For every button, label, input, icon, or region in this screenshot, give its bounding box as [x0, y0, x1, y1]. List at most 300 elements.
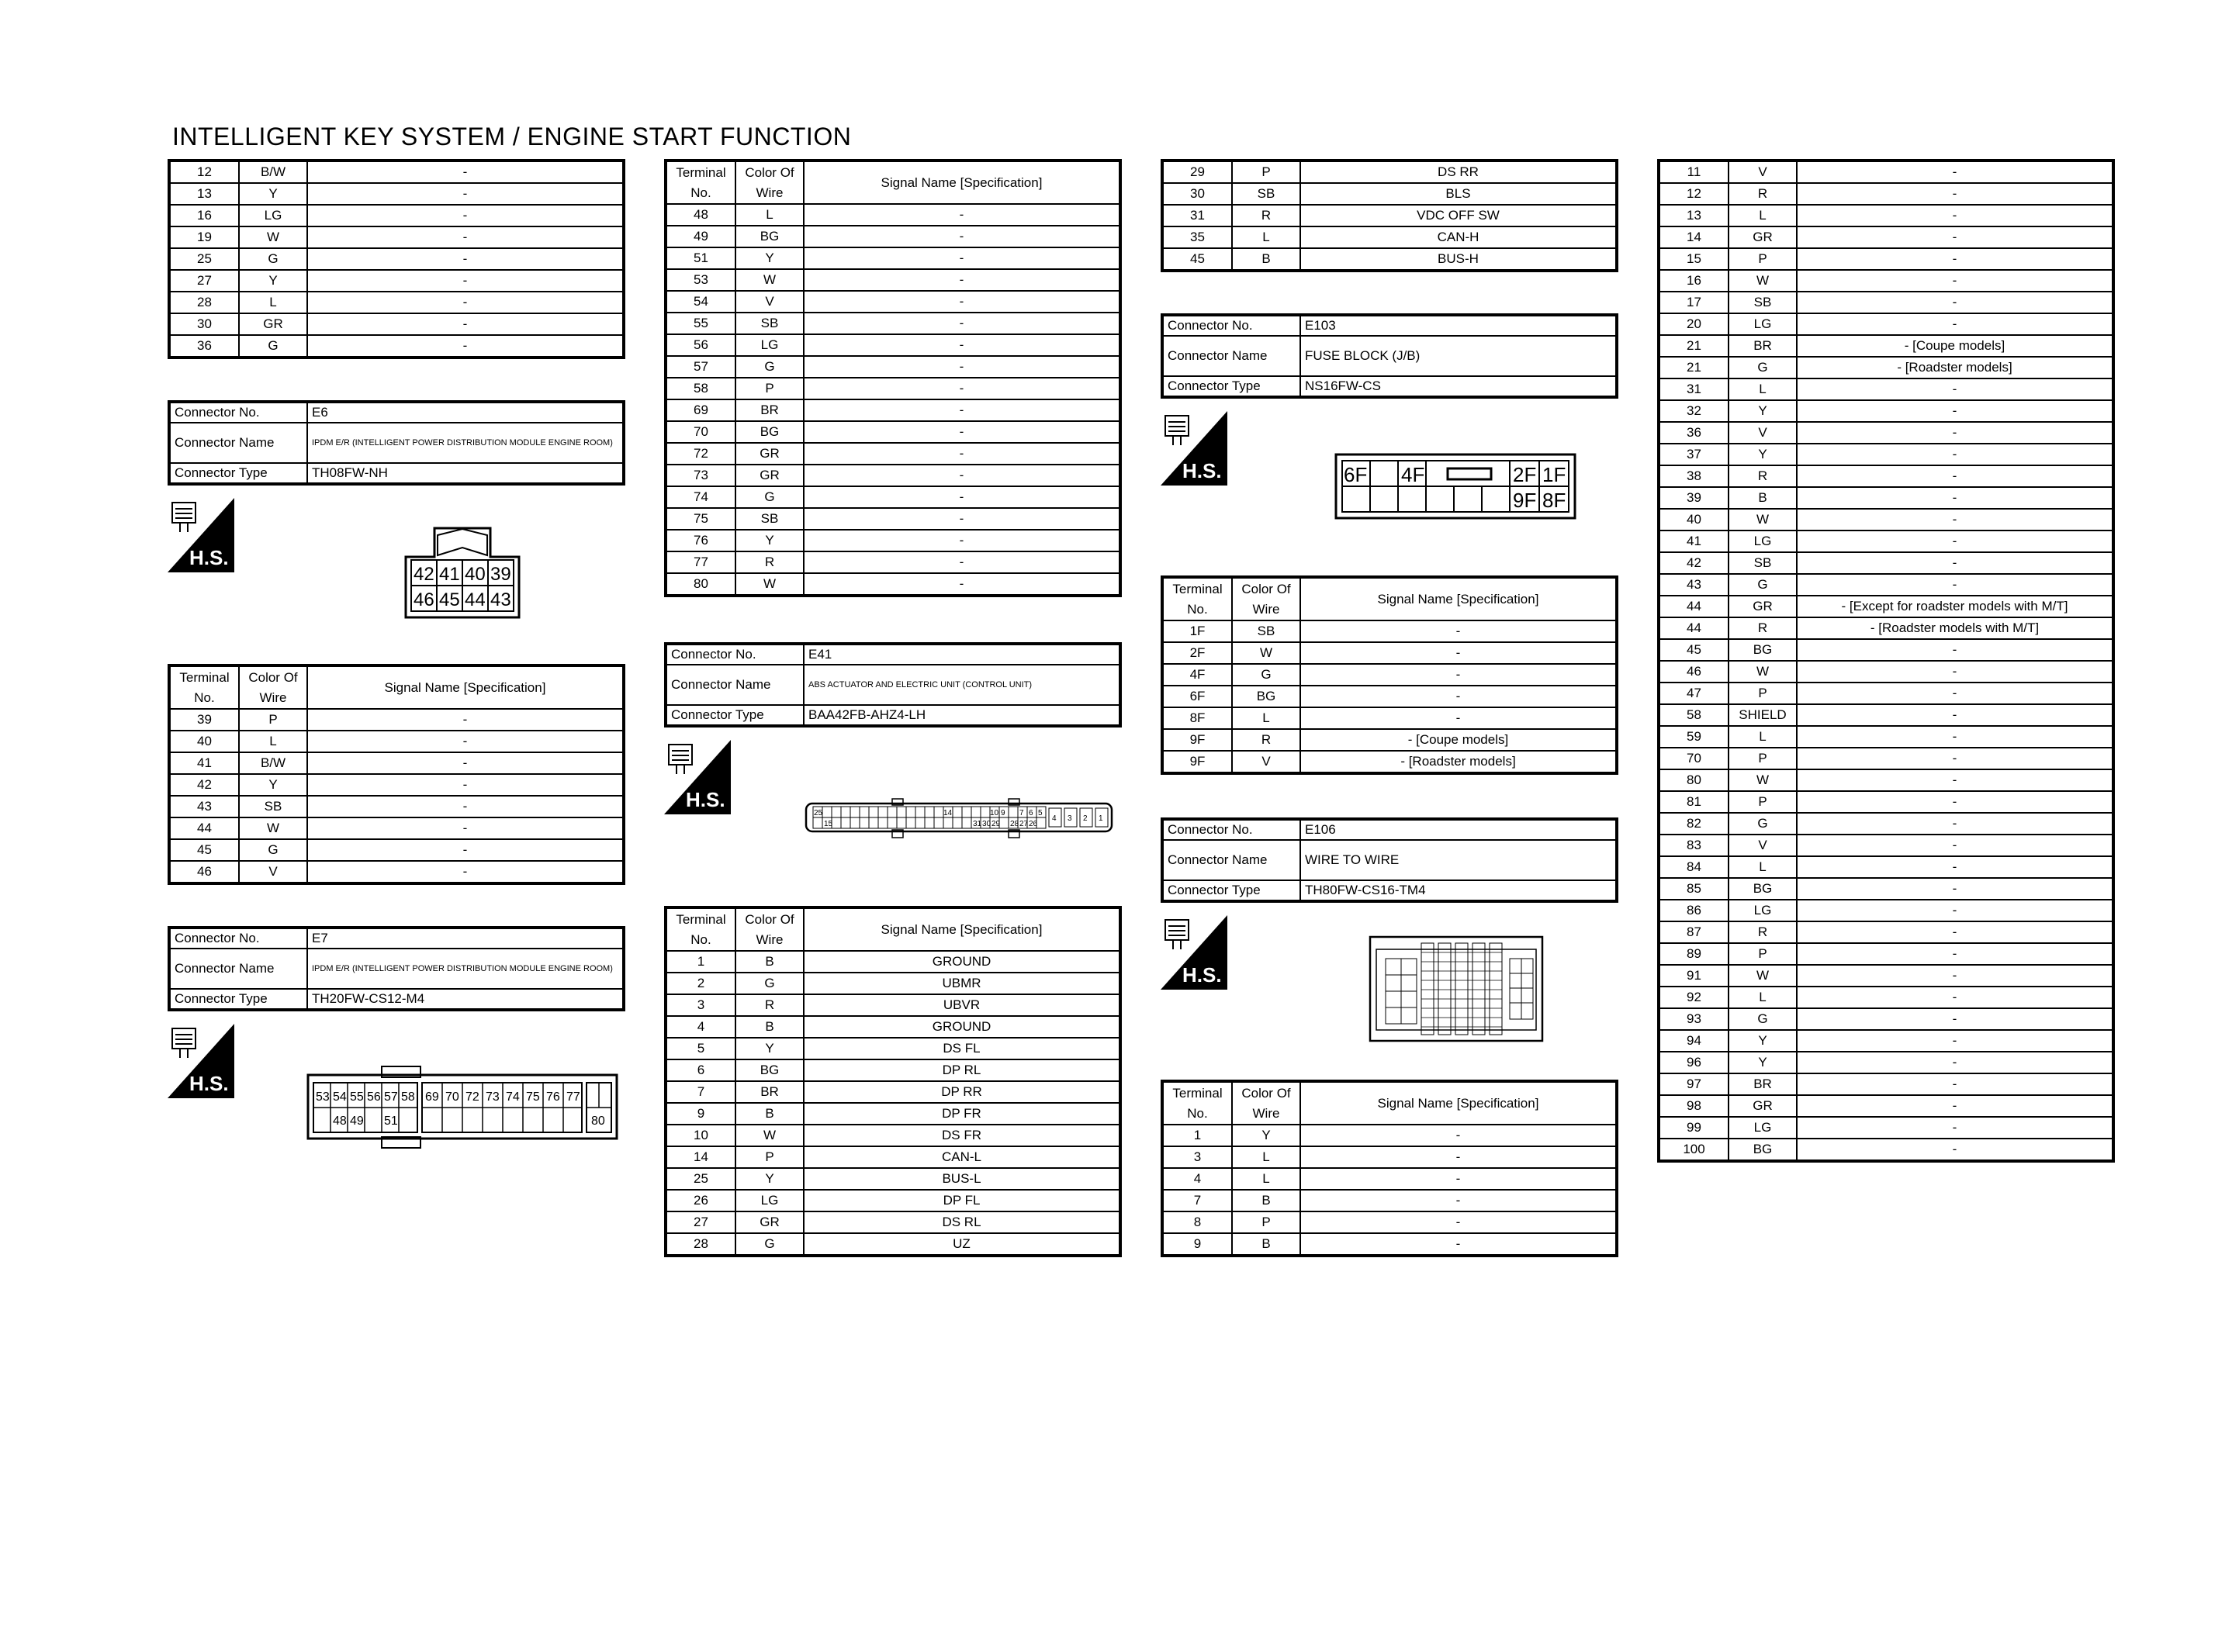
- wire-color-cell: W: [1729, 661, 1797, 683]
- terminal-cell: 2F: [1162, 642, 1232, 664]
- table-row: [1659, 422, 2113, 444]
- wire-color-cell: BG: [735, 1059, 804, 1081]
- pin-label: 46: [414, 589, 434, 610]
- e6-signal-table: [168, 664, 625, 885]
- terminal-cell: 86: [1659, 900, 1729, 921]
- pin-label: 48: [333, 1115, 347, 1128]
- terminal-cell: 25: [169, 248, 239, 270]
- table-row: [1162, 248, 1617, 271]
- wire-color-cell: Y: [1729, 1030, 1797, 1052]
- terminal-cell: 43: [169, 796, 239, 817]
- connector-type-value: TH08FW-NH: [307, 463, 624, 484]
- wire-color-cell: G: [1232, 664, 1300, 686]
- pin-label: 10: [990, 809, 999, 817]
- table-row: [1659, 596, 2113, 617]
- wire-color-cell: GR: [735, 443, 804, 465]
- terminal-cell: 16: [1659, 270, 1729, 292]
- table-row: [666, 443, 1120, 465]
- signal-header: Signal Name [Specification]: [307, 665, 624, 709]
- wire-color-cell: W: [735, 269, 804, 291]
- table-row: [1162, 664, 1617, 686]
- signal-name-cell: - [Roadster models]: [1300, 751, 1617, 773]
- table-row: [1162, 1190, 1617, 1211]
- wire-color-cell: L: [1232, 1146, 1300, 1168]
- signal-name-cell: -: [1797, 574, 2113, 596]
- wire-color-cell: P: [735, 378, 804, 399]
- table-row: [169, 183, 624, 205]
- terminal-cell: 30: [169, 313, 239, 335]
- wire-color-cell: P: [1232, 1211, 1300, 1233]
- table-row: [1659, 987, 2113, 1008]
- table-row: [1659, 313, 2113, 335]
- signal-name-cell: -: [307, 313, 624, 335]
- terminal-cell: 4: [666, 1016, 735, 1038]
- e106-connector-diagram: [1367, 934, 1545, 1044]
- terminal-cell: 82: [1659, 813, 1729, 835]
- table-row: [1659, 1030, 2113, 1052]
- wire-color-cell: B: [735, 951, 804, 973]
- connector-type-label: Connector Type: [169, 989, 307, 1010]
- wire-color-cell: SHIELD: [1729, 704, 1797, 726]
- signal-name-cell: -: [1797, 1139, 2113, 1161]
- wire-color-cell: GR: [239, 313, 307, 335]
- table-row: [666, 1146, 1120, 1168]
- table-row: [169, 709, 624, 731]
- e103-info: [1161, 313, 1618, 399]
- wire-color-cell: BG: [1232, 686, 1300, 707]
- terminal-cell: 20: [1659, 313, 1729, 335]
- terminal-cell: 45: [1659, 639, 1729, 661]
- connector-type-label: Connector Type: [666, 705, 804, 726]
- terminal-cell: 1F: [1162, 620, 1232, 642]
- signal-name-cell: -: [1300, 642, 1617, 664]
- terminal-cell: 14: [1659, 226, 1729, 248]
- signal-name-cell: GROUND: [804, 951, 1120, 973]
- wire-color-cell: G: [239, 248, 307, 270]
- signal-name-cell: UBVR: [804, 994, 1120, 1016]
- table-row: [1162, 1146, 1617, 1168]
- hs-label: H.S.: [189, 1072, 229, 1095]
- table-row: [666, 421, 1120, 443]
- terminal-cell: 75: [666, 508, 735, 530]
- terminal-cell: 36: [169, 335, 239, 358]
- wire-color-cell: R: [1729, 921, 1797, 943]
- terminal-header: Terminal No.: [666, 907, 735, 951]
- signal-name-cell: -: [1797, 726, 2113, 748]
- table-row: [666, 551, 1120, 573]
- connector-no-value: E6: [307, 402, 624, 423]
- signal-name-cell: -: [1797, 292, 2113, 313]
- connector-name-value: IPDM E/R (INTELLIGENT POWER DISTRIBUTION MODULE ENGINE ROOM): [307, 423, 624, 463]
- table-row: [666, 1190, 1120, 1211]
- terminal-cell: 45: [169, 839, 239, 861]
- signal-name-cell: -: [307, 861, 624, 883]
- table-row: [1659, 704, 2113, 726]
- terminal-cell: 11: [1659, 161, 1729, 183]
- pin-label: 73: [486, 1090, 500, 1104]
- signal-name-cell: -: [307, 335, 624, 358]
- terminal-cell: 56: [666, 334, 735, 356]
- pin-label: 2F: [1513, 463, 1537, 486]
- terminal-cell: 13: [1659, 205, 1729, 226]
- wire-color-cell: R: [1729, 465, 1797, 487]
- wire-color-cell: G: [1729, 357, 1797, 378]
- wire-color-cell: W: [1729, 509, 1797, 531]
- wire-color-cell: B/W: [239, 161, 307, 183]
- table-row: [1162, 751, 1617, 773]
- signal-name-cell: -: [804, 486, 1120, 508]
- e106-info: [1161, 817, 1618, 903]
- e7-connector-diagram: [306, 1064, 619, 1149]
- table-row: [666, 269, 1120, 291]
- terminal-cell: 40: [169, 731, 239, 752]
- terminal-cell: 8: [1162, 1211, 1232, 1233]
- signal-name-cell: -: [804, 204, 1120, 226]
- pin-label: 27: [1019, 820, 1029, 828]
- hs-label: H.S.: [189, 546, 229, 569]
- signal-name-cell: VDC OFF SW: [1300, 205, 1617, 226]
- table-row: [1659, 1117, 2113, 1139]
- signal-name-cell: -: [1797, 531, 2113, 552]
- terminal-cell: 10: [666, 1125, 735, 1146]
- table-row: [666, 1168, 1120, 1190]
- signal-name-cell: DP RL: [804, 1059, 1120, 1081]
- table-row: [169, 817, 624, 839]
- wire-color-cell: Y: [735, 1038, 804, 1059]
- terminal-cell: 59: [1659, 726, 1729, 748]
- table-row: [666, 1103, 1120, 1125]
- col2-top-table: [664, 159, 1122, 597]
- color-header: Color Of Wire: [735, 161, 804, 204]
- table-row: [1659, 878, 2113, 900]
- hs-harness-icon: [168, 498, 234, 572]
- table-row: [1659, 639, 2113, 661]
- terminal-cell: 21: [1659, 357, 1729, 378]
- connector-no-label: Connector No.: [1162, 819, 1300, 840]
- wire-color-cell: BG: [735, 226, 804, 247]
- wire-color-cell: L: [1232, 707, 1300, 729]
- terminal-cell: 77: [666, 551, 735, 573]
- wire-color-cell: W: [239, 817, 307, 839]
- signal-name-cell: -: [804, 226, 1120, 247]
- table-row: [1162, 686, 1617, 707]
- signal-name-cell: -: [1797, 313, 2113, 335]
- table-row: [666, 291, 1120, 313]
- wire-color-cell: P: [1729, 683, 1797, 704]
- terminal-header: Terminal No.: [1162, 1081, 1232, 1125]
- signal-name-cell: -: [1300, 1146, 1617, 1168]
- hs-harness-icon: [1161, 915, 1227, 990]
- wire-color-cell: Y: [239, 270, 307, 292]
- signal-name-cell: -: [804, 247, 1120, 269]
- terminal-cell: 98: [1659, 1095, 1729, 1117]
- wire-color-cell: SB: [239, 796, 307, 817]
- signal-name-cell: -: [1797, 987, 2113, 1008]
- signal-name-cell: -: [1300, 1190, 1617, 1211]
- wire-color-cell: SB: [735, 313, 804, 334]
- table-row: [1162, 729, 1617, 751]
- signal-name-cell: -: [804, 530, 1120, 551]
- signal-name-cell: -: [1797, 422, 2113, 444]
- wire-color-cell: G: [239, 335, 307, 358]
- signal-name-cell: -: [1797, 791, 2113, 813]
- signal-name-cell: UBMR: [804, 973, 1120, 994]
- terminal-cell: 12: [1659, 183, 1729, 205]
- table-row: [666, 486, 1120, 508]
- terminal-cell: 21: [1659, 335, 1729, 357]
- wire-color-cell: Y: [735, 530, 804, 551]
- signal-name-cell: -: [307, 817, 624, 839]
- wire-color-cell: G: [239, 839, 307, 861]
- signal-name-cell: - [Coupe models]: [1300, 729, 1617, 751]
- connector-no-value: E7: [307, 928, 624, 949]
- wire-color-cell: L: [239, 292, 307, 313]
- table-row: [169, 226, 624, 248]
- connector-name-label: Connector Name: [666, 665, 804, 705]
- pin-label: 9: [1001, 809, 1005, 817]
- table-row: [1659, 357, 2113, 378]
- connector-name-value: ABS ACTUATOR AND ELECTRIC UNIT (CONTROL UNIT): [804, 665, 1120, 705]
- hs-harness-icon: [168, 1024, 234, 1098]
- e41-signal-table: [664, 906, 1122, 1257]
- terminal-cell: 100: [1659, 1139, 1729, 1161]
- signal-name-cell: -: [1797, 769, 2113, 791]
- signal-name-cell: -: [1797, 205, 2113, 226]
- wire-color-cell: L: [239, 731, 307, 752]
- pin-label: 5: [1038, 809, 1043, 817]
- terminal-cell: 3: [666, 994, 735, 1016]
- col1-top-table: [168, 159, 625, 359]
- table-row: [1162, 707, 1617, 729]
- wire-color-cell: GR: [1729, 596, 1797, 617]
- table-row: [1162, 1233, 1617, 1256]
- terminal-cell: 27: [169, 270, 239, 292]
- signal-name-cell: -: [804, 313, 1120, 334]
- terminal-cell: 25: [666, 1168, 735, 1190]
- connector-name-label: Connector Name: [1162, 840, 1300, 880]
- signal-name-cell: -: [307, 292, 624, 313]
- wire-color-cell: W: [1729, 769, 1797, 791]
- terminal-cell: 55: [666, 313, 735, 334]
- signal-name-cell: -: [1797, 1073, 2113, 1095]
- wire-color-cell: W: [735, 1125, 804, 1146]
- signal-name-cell: -: [307, 796, 624, 817]
- signal-name-cell: -: [1797, 248, 2113, 270]
- pin-label: 51: [384, 1115, 398, 1128]
- connector-name-value: FUSE BLOCK (J/B): [1300, 336, 1617, 376]
- pin-label: 80: [591, 1115, 605, 1128]
- table-row: [1659, 205, 2113, 226]
- wire-color-cell: V: [1232, 751, 1300, 773]
- table-row: [1659, 465, 2113, 487]
- table-row: [1659, 270, 2113, 292]
- pin-label: 69: [425, 1090, 439, 1104]
- table-row: [169, 248, 624, 270]
- table-row: [666, 1233, 1120, 1256]
- wire-color-cell: L: [1729, 726, 1797, 748]
- signal-name-cell: DS RL: [804, 1211, 1120, 1233]
- terminal-cell: 92: [1659, 987, 1729, 1008]
- signal-name-cell: -: [804, 291, 1120, 313]
- terminal-cell: 39: [169, 709, 239, 731]
- terminal-cell: 76: [666, 530, 735, 551]
- wire-color-cell: LG: [1729, 531, 1797, 552]
- signal-name-cell: -: [1797, 465, 2113, 487]
- terminal-cell: 48: [666, 204, 735, 226]
- table-row: [169, 796, 624, 817]
- table-row: [1659, 444, 2113, 465]
- pin-label: 6F: [1344, 463, 1368, 486]
- table-row: [1659, 552, 2113, 574]
- wire-color-cell: B: [1232, 248, 1300, 271]
- terminal-cell: 1: [666, 951, 735, 973]
- table-row: [1659, 769, 2113, 791]
- wire-color-cell: R: [1729, 617, 1797, 639]
- e6-connector-diagram: [403, 526, 521, 620]
- table-row: [666, 378, 1120, 399]
- pin-label: 45: [439, 589, 460, 610]
- signal-name-cell: -: [804, 551, 1120, 573]
- terminal-cell: 9: [1162, 1233, 1232, 1256]
- wire-color-cell: B: [1729, 487, 1797, 509]
- pin-label: 49: [350, 1115, 364, 1128]
- wire-color-cell: L: [1729, 987, 1797, 1008]
- table-row: [1659, 335, 2113, 357]
- wire-color-cell: B/W: [239, 752, 307, 774]
- signal-name-cell: DP RR: [804, 1081, 1120, 1103]
- signal-name-cell: -: [1300, 707, 1617, 729]
- signal-name-cell: -: [1300, 664, 1617, 686]
- terminal-cell: 94: [1659, 1030, 1729, 1052]
- table-row: [1659, 661, 2113, 683]
- wire-color-cell: Y: [735, 247, 804, 269]
- table-row: [1162, 183, 1617, 205]
- pin-label: 8F: [1542, 489, 1566, 512]
- signal-name-cell: -: [1797, 704, 2113, 726]
- terminal-cell: 43: [1659, 574, 1729, 596]
- wire-color-cell: LG: [1729, 900, 1797, 921]
- table-row: [666, 226, 1120, 247]
- pin-label: 40: [465, 564, 486, 585]
- wire-color-cell: P: [1729, 748, 1797, 769]
- wire-color-cell: L: [1729, 378, 1797, 400]
- terminal-cell: 4F: [1162, 664, 1232, 686]
- wire-color-cell: V: [1729, 422, 1797, 444]
- wire-color-cell: B: [1232, 1233, 1300, 1256]
- table-row: [666, 508, 1120, 530]
- terminal-cell: 70: [666, 421, 735, 443]
- terminal-cell: 99: [1659, 1117, 1729, 1139]
- terminal-cell: 80: [666, 573, 735, 596]
- signal-name-cell: BUS-L: [804, 1168, 1120, 1190]
- signal-name-cell: -: [1797, 683, 2113, 704]
- signal-name-cell: -: [1797, 552, 2113, 574]
- table-row: [666, 247, 1120, 269]
- signal-name-cell: -: [804, 421, 1120, 443]
- table-row: [1659, 617, 2113, 639]
- terminal-cell: 58: [1659, 704, 1729, 726]
- table-row: [1659, 683, 2113, 704]
- pin-label: 72: [465, 1090, 479, 1104]
- wire-color-cell: P: [1729, 248, 1797, 270]
- table-row: [666, 1125, 1120, 1146]
- terminal-cell: 9: [666, 1103, 735, 1125]
- pin-label: 76: [546, 1090, 560, 1104]
- signal-name-cell: DS RR: [1300, 161, 1617, 183]
- terminal-cell: 46: [1659, 661, 1729, 683]
- table-row: [666, 356, 1120, 378]
- pin-label: 28: [1010, 820, 1019, 828]
- table-row: [1659, 1052, 2113, 1073]
- terminal-cell: 28: [169, 292, 239, 313]
- wire-color-cell: LG: [1729, 313, 1797, 335]
- wire-color-cell: BG: [1729, 1139, 1797, 1161]
- table-row: [1659, 400, 2113, 422]
- signal-name-cell: - [Roadster models with M/T]: [1797, 617, 2113, 639]
- signal-header: Signal Name [Specification]: [1300, 577, 1617, 620]
- terminal-cell: 96: [1659, 1052, 1729, 1073]
- terminal-cell: 42: [169, 774, 239, 796]
- terminal-cell: 29: [1162, 161, 1232, 183]
- terminal-cell: 72: [666, 443, 735, 465]
- e103-connector-diagram: [1334, 453, 1576, 520]
- signal-name-cell: BUS-H: [1300, 248, 1617, 271]
- pin-label: 57: [384, 1090, 398, 1104]
- signal-name-cell: GROUND: [804, 1016, 1120, 1038]
- table-row: [666, 204, 1120, 226]
- signal-name-cell: -: [1300, 1125, 1617, 1146]
- pin-label: 41: [439, 564, 460, 585]
- wire-color-cell: W: [1729, 965, 1797, 987]
- wire-color-cell: G: [735, 1233, 804, 1256]
- pin-label: 70: [445, 1090, 459, 1104]
- wire-color-cell: Y: [239, 183, 307, 205]
- signal-name-cell: -: [804, 399, 1120, 421]
- wire-color-cell: G: [1729, 574, 1797, 596]
- terminal-cell: 41: [169, 752, 239, 774]
- table-row: [169, 313, 624, 335]
- signal-name-cell: -: [804, 334, 1120, 356]
- terminal-cell: 38: [1659, 465, 1729, 487]
- wire-color-cell: P: [1232, 161, 1300, 183]
- signal-name-cell: -: [1797, 1117, 2113, 1139]
- terminal-cell: 36: [1659, 422, 1729, 444]
- wire-color-cell: BG: [1729, 878, 1797, 900]
- signal-name-cell: -: [307, 752, 624, 774]
- signal-name-cell: -: [1300, 686, 1617, 707]
- pin-label: 56: [367, 1090, 381, 1104]
- terminal-cell: 7: [666, 1081, 735, 1103]
- table-row: [1162, 642, 1617, 664]
- table-row: [666, 951, 1120, 973]
- table-row: [169, 292, 624, 313]
- wire-color-cell: W: [1729, 270, 1797, 292]
- terminal-header: Terminal No.: [666, 161, 735, 204]
- e6-info: [168, 400, 625, 486]
- table-row: [169, 161, 624, 183]
- signal-name-cell: -: [804, 378, 1120, 399]
- terminal-cell: 32: [1659, 400, 1729, 422]
- e7-info: [168, 926, 625, 1011]
- signal-name-cell: -: [1797, 661, 2113, 683]
- signal-name-cell: -: [804, 573, 1120, 596]
- table-row: [1659, 1139, 2113, 1161]
- color-header: Color Of Wire: [735, 907, 804, 951]
- wire-color-cell: L: [735, 204, 804, 226]
- wire-color-cell: SB: [1232, 620, 1300, 642]
- connector-type-label: Connector Type: [169, 463, 307, 484]
- terminal-header: Terminal No.: [1162, 577, 1232, 620]
